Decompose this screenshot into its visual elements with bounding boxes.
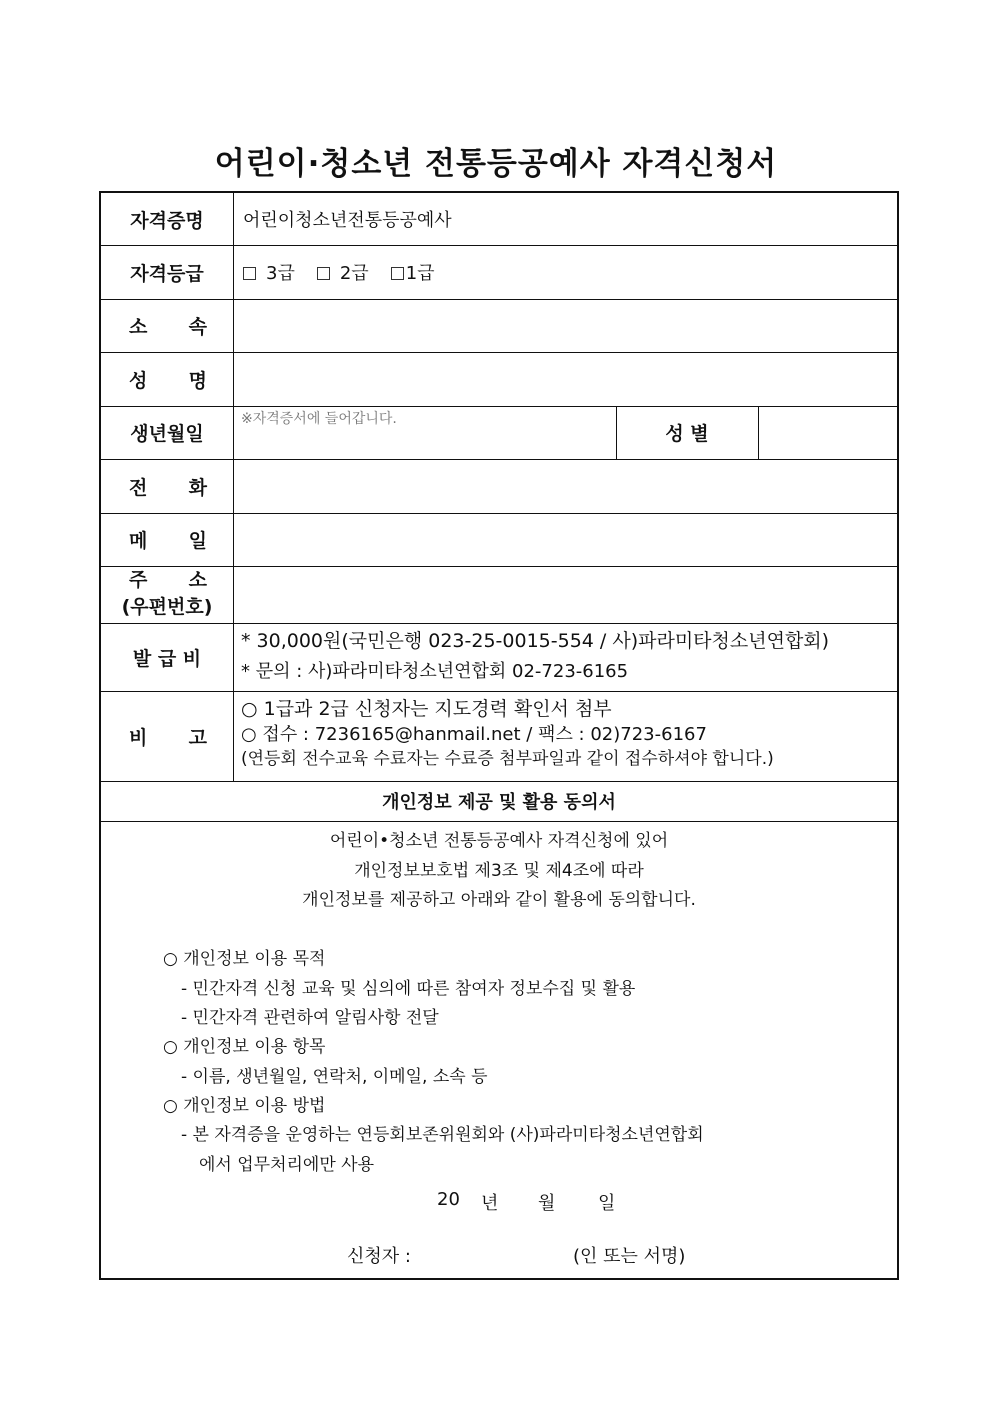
consent-body bbox=[101, 821, 897, 1278]
birth-label: 생년월일 bbox=[130, 423, 204, 445]
email-label bbox=[101, 513, 233, 566]
purpose-item: - 민간자격 관련하여 알림사항 전달 bbox=[181, 1008, 439, 1028]
name-label bbox=[101, 352, 233, 406]
notes-label-char: 고 bbox=[188, 726, 207, 749]
notes-info bbox=[233, 691, 899, 781]
affiliation-field[interactable] bbox=[233, 299, 899, 352]
birth-field[interactable] bbox=[233, 406, 616, 459]
qualification-value: 어린이청소년전통등공예사 bbox=[243, 210, 452, 231]
email-label-char: 일 bbox=[188, 530, 207, 552]
consent-intro: 개인정보보호법 제3조 및 제4조에 따라 bbox=[354, 861, 644, 881]
grade-option-label: 1급 bbox=[405, 263, 435, 284]
grade-option-label: 3급 bbox=[266, 263, 295, 284]
items-item: - 이름, 생년월일, 연락처, 이메일, 소속 등 bbox=[181, 1067, 488, 1087]
grade-option-2[interactable] bbox=[317, 259, 369, 285]
affiliation-label-char: 속 bbox=[188, 316, 207, 338]
checkbox-icon[interactable] bbox=[243, 267, 256, 280]
address-label-char: 주 bbox=[129, 569, 148, 591]
date-day: 일 bbox=[598, 1193, 616, 1214]
notes-line: ○ 1급과 2급 신청자는 지도경력 확인서 첨부 bbox=[241, 698, 612, 720]
phone-label bbox=[101, 459, 233, 513]
items-heading: ○ 개인정보 이용 항목 bbox=[163, 1037, 326, 1057]
method-item: - 본 자격증을 운영하는 연등회보존위원회와 (사)파라미타청소년연합회 bbox=[181, 1125, 704, 1145]
consent-intro: 개인정보를 제공하고 아래와 같이 활용에 동의합니다. bbox=[302, 890, 696, 910]
name-label-char: 명 bbox=[188, 369, 207, 392]
qualification-label: 자격증명 bbox=[130, 209, 204, 232]
purpose-item: - 민간자격 신청 교육 및 심의에 따른 참여자 정보수집 및 활용 bbox=[181, 979, 636, 999]
notes-line: (연등회 전수교육 수료자는 수료증 첨부파일과 같이 접수하셔야 합니다.) bbox=[241, 749, 774, 769]
phone-label-char: 전 bbox=[129, 476, 148, 499]
method-heading: ○ 개인정보 이용 방법 bbox=[163, 1096, 326, 1116]
notes-label bbox=[101, 691, 233, 781]
email-field[interactable] bbox=[233, 513, 899, 566]
signature-label: (인 또는 서명) bbox=[573, 1246, 686, 1267]
date-month: 월 bbox=[538, 1193, 556, 1214]
phone-label-char: 화 bbox=[188, 476, 207, 499]
grade-option-label: 2급 bbox=[339, 263, 369, 284]
phone-field[interactable] bbox=[233, 459, 899, 513]
address-label bbox=[101, 566, 233, 623]
affiliation-label bbox=[101, 299, 233, 352]
fee-info bbox=[233, 623, 899, 691]
checkbox-icon[interactable] bbox=[317, 267, 330, 280]
grade-label: 자격등급 bbox=[130, 262, 204, 285]
postal-code-label: (우편번호) bbox=[121, 596, 213, 618]
method-item: 에서 업무처리에만 사용 bbox=[199, 1155, 375, 1175]
date-year: 년 bbox=[481, 1193, 499, 1214]
date-prefix: 20 bbox=[437, 1189, 460, 1210]
birth-hint: ※자격증서에 들어갑니다. bbox=[241, 411, 397, 427]
notes-label-char: 비 bbox=[129, 726, 148, 749]
gender-label: 성 별 bbox=[665, 423, 709, 445]
application-form bbox=[99, 191, 899, 1280]
fee-label: 발 급 비 bbox=[132, 647, 202, 670]
checkbox-icon[interactable] bbox=[391, 267, 404, 280]
consent-header: 개인정보 제공 및 활용 동의서 bbox=[382, 792, 616, 813]
affiliation-label-char: 소 bbox=[129, 316, 148, 338]
fee-line: * 30,000원(국민은행 023-25-0015-554 / 사)파라미타청소년연합회) bbox=[241, 630, 830, 652]
name-label-char: 성 bbox=[129, 369, 148, 392]
address-field[interactable] bbox=[233, 566, 899, 623]
name-field[interactable] bbox=[233, 352, 899, 406]
form-title: 어린이·청소년 전통등공예사 자격신청서 bbox=[214, 146, 778, 182]
grade-option-3[interactable] bbox=[243, 259, 295, 285]
grade-options bbox=[233, 245, 899, 299]
email-label-char: 메 bbox=[129, 530, 148, 552]
gender-field[interactable] bbox=[758, 406, 899, 459]
consent-intro: 어린이•청소년 전통등공예사 자격신청에 있어 bbox=[329, 831, 669, 851]
address-label-char: 소 bbox=[188, 569, 207, 591]
applicant-label: 신청자 : bbox=[347, 1246, 411, 1267]
grade-option-1[interactable] bbox=[391, 259, 435, 285]
notes-line: ○ 접수 : 7236165@hanmail.net / 팩스 : 02)723-6167 bbox=[241, 724, 707, 745]
inquiry-line: * 문의 : 사)파라미타청소년연합회 02-723-6165 bbox=[241, 661, 629, 682]
purpose-heading: ○ 개인정보 이용 목적 bbox=[163, 949, 326, 969]
